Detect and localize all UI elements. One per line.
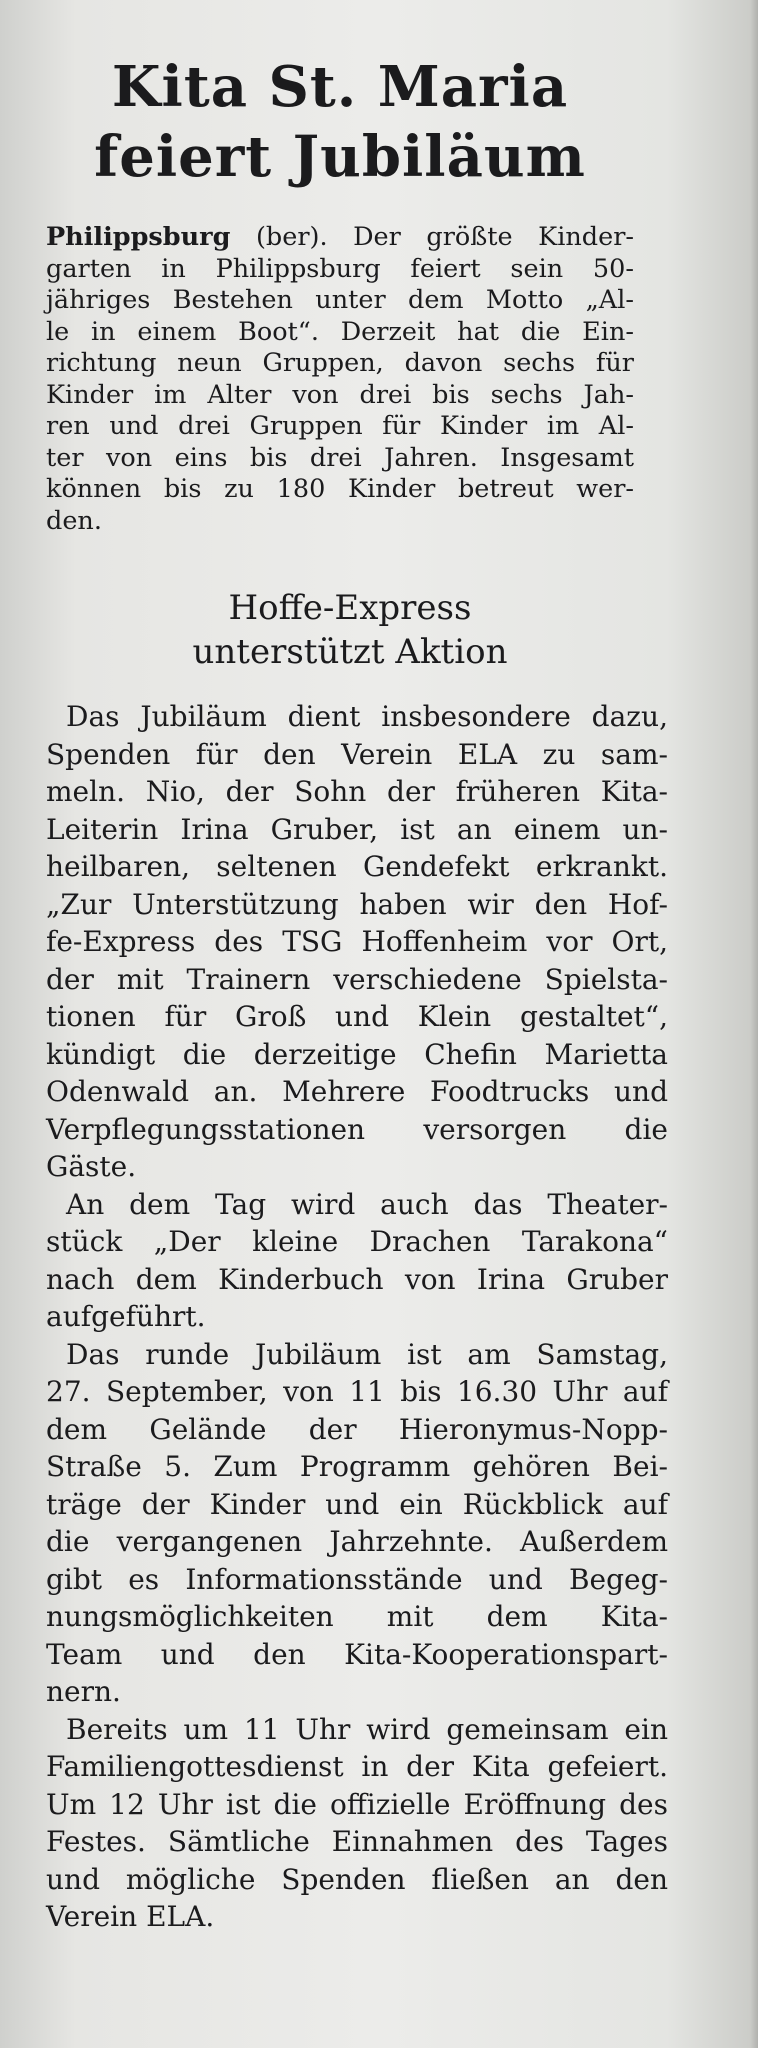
body-line: und mögliche Spenden fließen an den [46, 1862, 668, 1896]
body-line: Leiterin Irina Gruber, ist an einem un- [46, 812, 668, 846]
body-line: Das Jubiläum dient insbesondere dazu, [66, 700, 668, 733]
body-line: Straße 5. Zum Programm gehören Bei- [46, 1450, 668, 1483]
body-line: heilbaren, seltenen Gendefekt erkrankt. [46, 850, 668, 883]
body-line: Das runde Jubiläum ist am Samstag, [66, 1337, 668, 1371]
body-line: tionen für Groß und Klein gestaltet“, [46, 1000, 668, 1033]
lead-line: jähriges Bestehen unter dem Motto „Al- [46, 285, 634, 315]
dateline: Philippsburg [46, 222, 231, 252]
body-line: An dem Tag wird auch das Theater- [66, 1187, 668, 1221]
body-line: Gäste. [46, 1150, 137, 1183]
body-line: dem Gelände der Hieronymus-Nopp- [46, 1412, 668, 1446]
lead-line: Kinder im Alter von drei bis sechs Jah- [46, 379, 634, 410]
body-text [46, 698, 668, 1936]
subheading-line-1: Hoffe-Express [228, 588, 472, 628]
body-line: Verpflegungsstationen versorgen die [46, 1112, 668, 1146]
body-line: Bereits um 11 Uhr wird gemeinsam ein [66, 1712, 668, 1746]
lead-line: den. [46, 505, 102, 536]
lead-line: ren und drei Gruppen für Kinder im Al- [46, 411, 634, 441]
body-line: aufgeführt. [46, 1300, 206, 1333]
lead-line: Philippsburg (ber). Der größte Kinder- [46, 222, 634, 252]
body-line: nern. [46, 1675, 121, 1708]
headline-line-1: Kita St. Maria [111, 54, 569, 120]
body-line: der mit Trainern verschiedene Spielsta- [46, 962, 668, 996]
body-line: die vergangenen Jahrzehnte. Außerdem [46, 1525, 668, 1558]
body-line: „Zur Unterstützung haben wir den Hof- [46, 887, 668, 921]
subheading-line-2: unterstützt Aktion [192, 632, 508, 672]
body-line: Odenwald an. Mehrere Foodtrucks und [46, 1075, 668, 1108]
headline [60, 52, 620, 192]
body-line: Team und den Kita-Kooperationspart- [46, 1637, 668, 1671]
body-line: fe-Express des TSG Hoffenheim vor Ort, [46, 925, 668, 958]
body-line: träge der Kinder und ein Rückblick auf [46, 1487, 668, 1521]
body-line: nach dem Kinderbuch von Irina Gruber [46, 1262, 668, 1296]
headline-line-2: feiert Jubiläum [94, 124, 586, 190]
body-line: Verein ELA. [46, 1900, 215, 1933]
body-line: stück „Der kleine Drachen Tarakona“ [46, 1225, 668, 1258]
lead-line: richtung neun Gruppen, davon sechs für [46, 348, 634, 378]
body-line: kündigt die derzeitige Chefin Marietta [46, 1037, 668, 1071]
lead-line: können bis zu 180 Kinder betreut wer- [46, 474, 634, 504]
lead-line: ter von eins bis drei Jahren. Insgesamt [46, 442, 634, 473]
body-line: 27. September, von 11 bis 16.30 Uhr auf [46, 1375, 668, 1408]
lead-line: garten in Philippsburg feiert sein 50- [46, 253, 634, 284]
body-line: Um 12 Uhr ist die offizielle Eröffnung des [46, 1787, 668, 1821]
subheading [110, 586, 590, 674]
lead-paragraph [46, 222, 634, 537]
body-line: gibt es Informationsstände und Begeg- [46, 1562, 668, 1596]
lead-line: le in einem Boot“. Derzeit hat die Ein- [46, 316, 634, 347]
body-line: Spenden für den Verein ELA zu sam- [46, 737, 668, 771]
body-line: nungsmöglichkeiten mit dem Kita- [46, 1600, 668, 1633]
body-line: meln. Nio, der Sohn der früheren Kita- [46, 775, 668, 808]
page-edge-shadow [750, 0, 758, 2048]
body-line: Festes. Sämtliche Einnahmen des Tages [46, 1825, 668, 1858]
body-line: Familiengottesdienst in der Kita gefeiert. [46, 1750, 668, 1783]
